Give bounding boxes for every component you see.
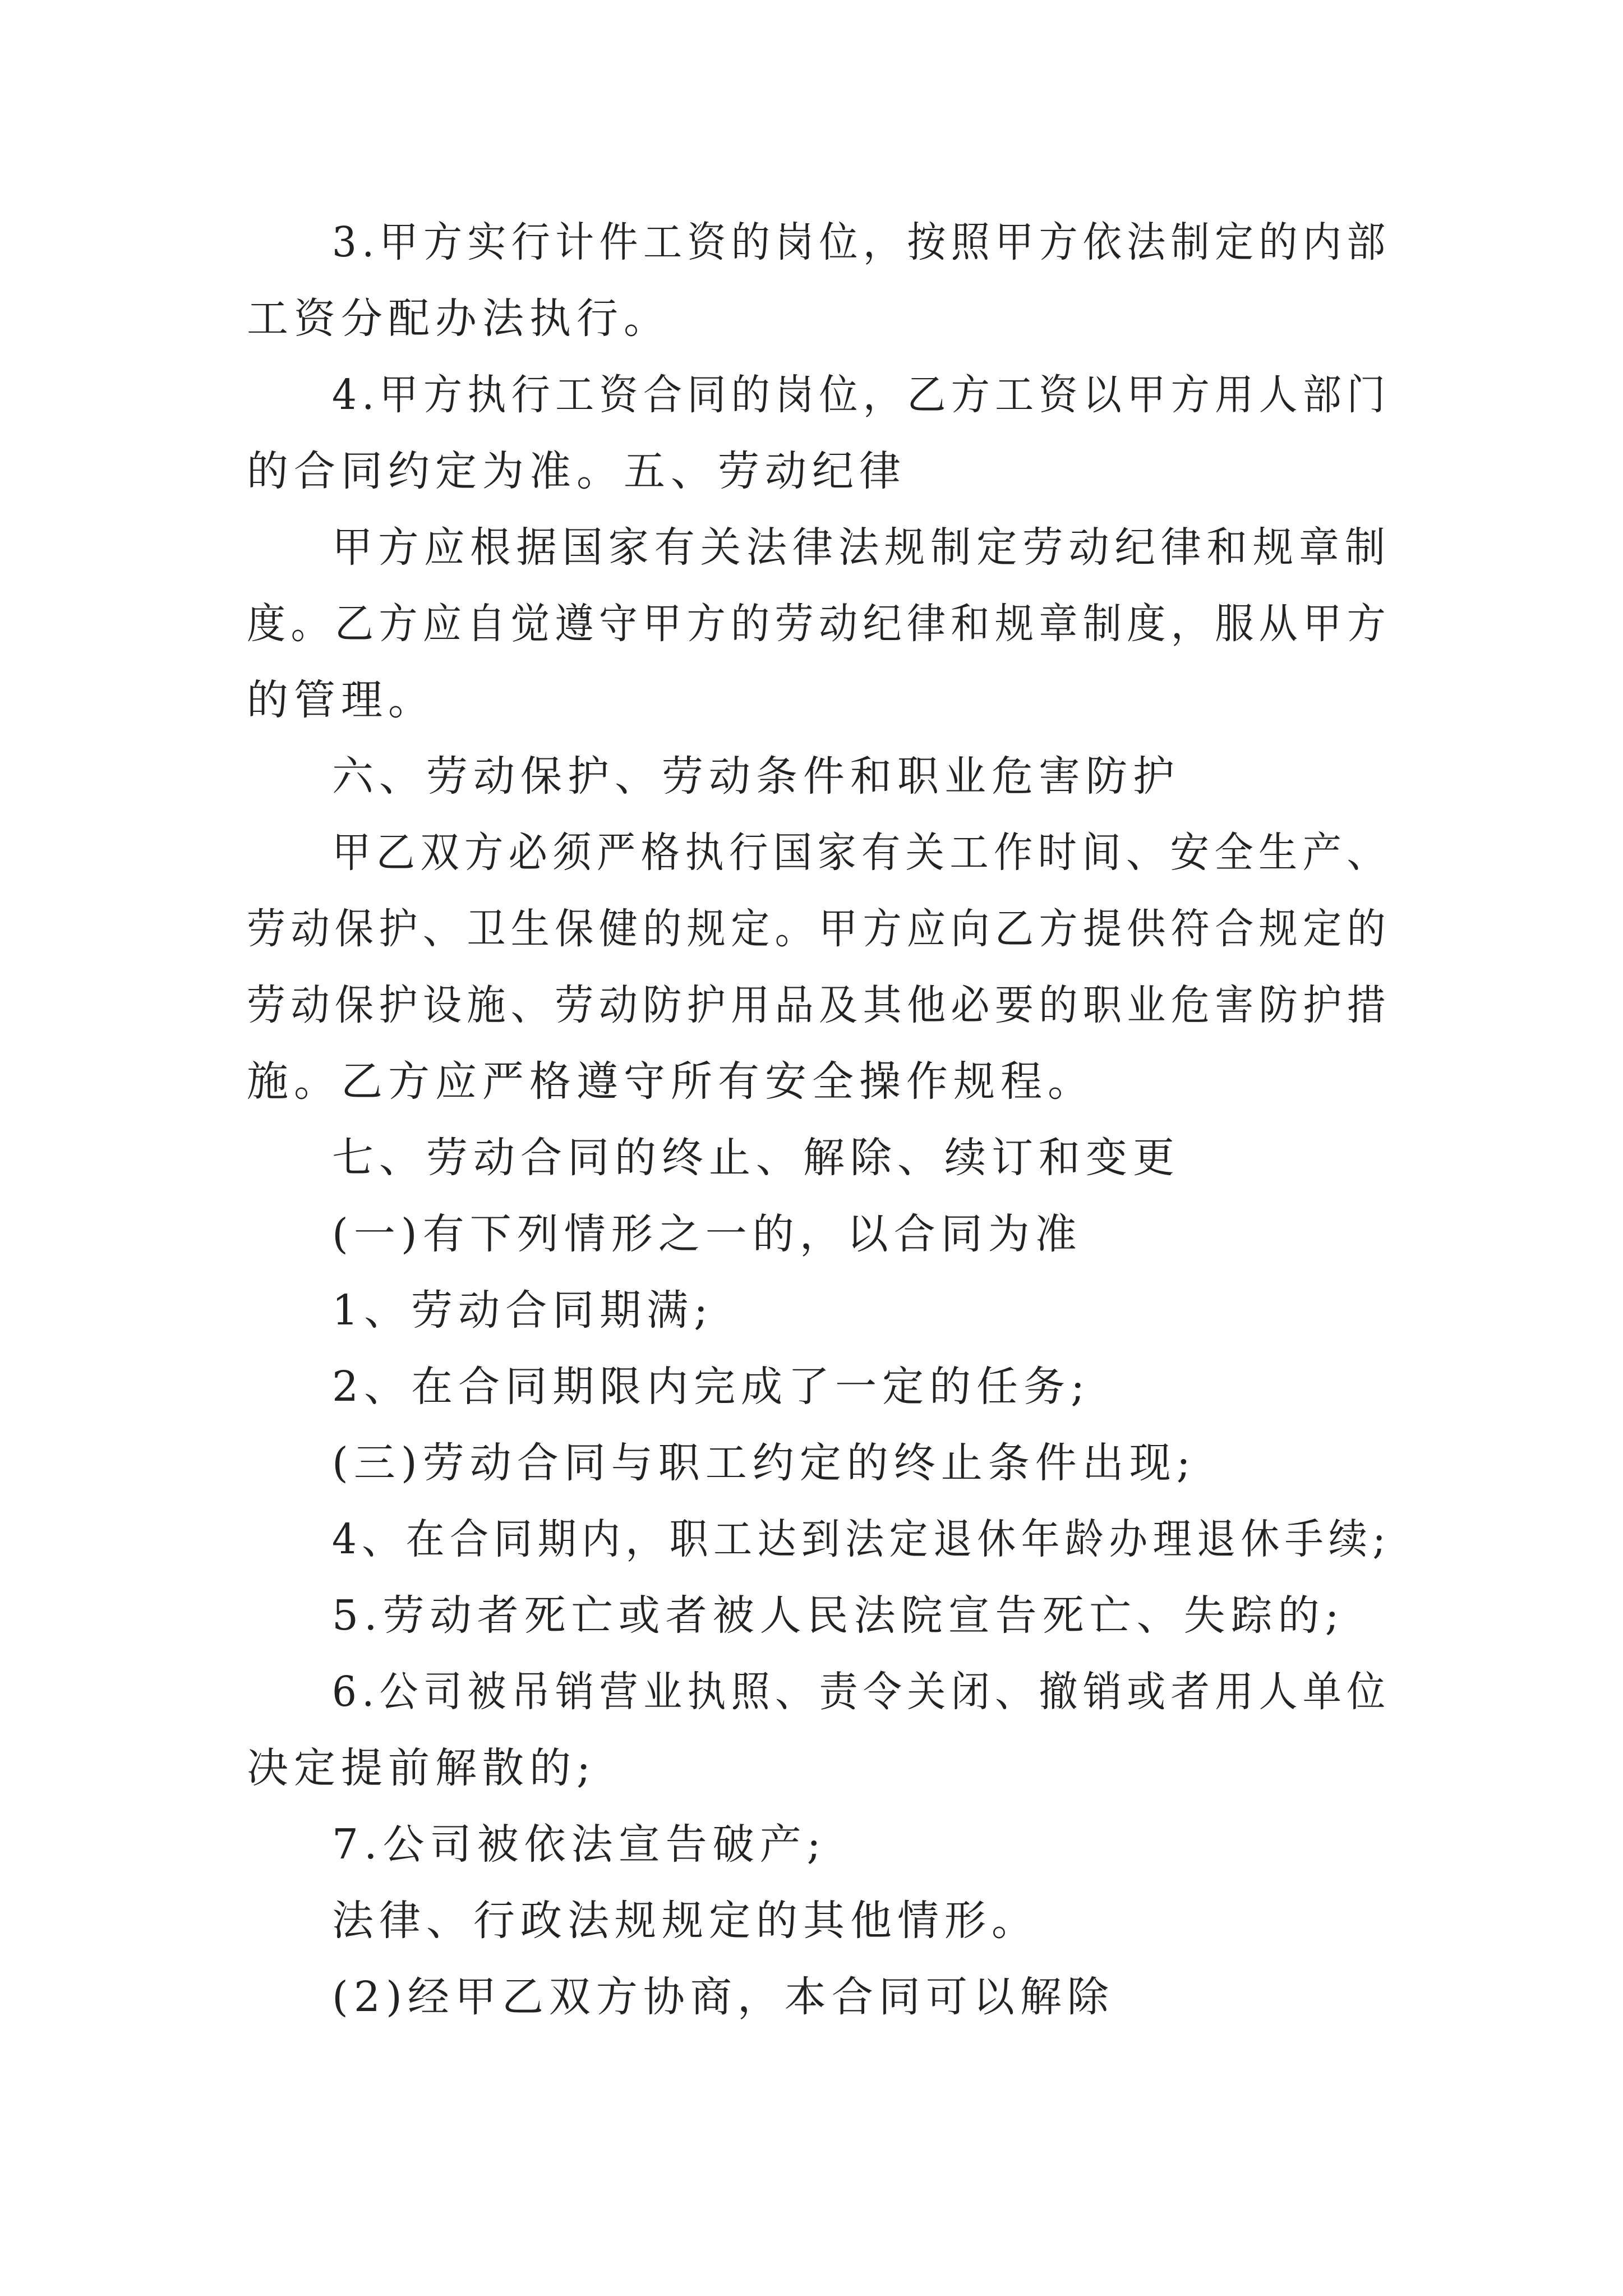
text-line: (2)经甲乙双方协商，本合同可以解除 bbox=[332, 1973, 1114, 2021]
text-line: 3.甲方实行计件工资的岗位，按照甲方依法制定的内部 bbox=[332, 218, 1391, 266]
list-item: 4、在合同期内，职工达到法定退休年龄办理退休手续; bbox=[332, 1515, 1391, 1563]
text-line: 工资分配办法执行。 bbox=[247, 295, 671, 343]
text-line: 决定提前解散的; bbox=[247, 1744, 596, 1792]
list-item: 6.公司被吊销营业执照、责令关闭、撤销或者用人单位 bbox=[332, 1668, 1391, 1716]
section-heading: 七、劳动合同的终止、解除、续订和变更 bbox=[332, 1134, 1180, 1182]
text-line: 的管理。 bbox=[247, 676, 435, 724]
list-item: 法律、行政法规规定的其他情形。 bbox=[332, 1897, 1039, 1945]
list-item: 1、劳动合同期满; bbox=[332, 1286, 714, 1335]
list-item: 7.公司被依法宣告破产; bbox=[332, 1820, 827, 1869]
text-line: 的合同约定为准。五、劳动纪律 bbox=[247, 447, 906, 495]
list-item: 2、在合同期限内完成了一定的任务; bbox=[332, 1363, 1091, 1411]
list-item: (三)劳动合同与职工约定的终止条件出现; bbox=[332, 1439, 1196, 1487]
section-heading: 六、劳动保护、劳动条件和职业危害防护 bbox=[332, 752, 1180, 800]
text-line: 劳动保护设施、劳动防护用品及其他必要的职业危害防护措 bbox=[247, 981, 1391, 1029]
text-line: 甲方应根据国家有关法律法规制定劳动纪律和规章制 bbox=[332, 523, 1391, 572]
text-line: 度。乙方应自觉遵守甲方的劳动纪律和规章制度，服从甲方 bbox=[247, 600, 1391, 648]
text-line: 施。乙方应严格遵守所有安全操作规程。 bbox=[247, 1057, 1095, 1106]
text-line: (一)有下列情形之一的，以合同为准 bbox=[332, 1210, 1082, 1258]
text-line: 4.甲方执行工资合同的岗位，乙方工资以甲方用人部门 bbox=[332, 371, 1391, 419]
text-line: 甲乙双方必须严格执行国家有关工作时间、安全生产、 bbox=[332, 829, 1391, 877]
list-item: 5.劳动者死亡或者被人民法院宣告死亡、失踪的; bbox=[332, 1591, 1345, 1640]
text-line: 劳动保护、卫生保健的规定。甲方应向乙方提供符合规定的 bbox=[247, 905, 1391, 953]
